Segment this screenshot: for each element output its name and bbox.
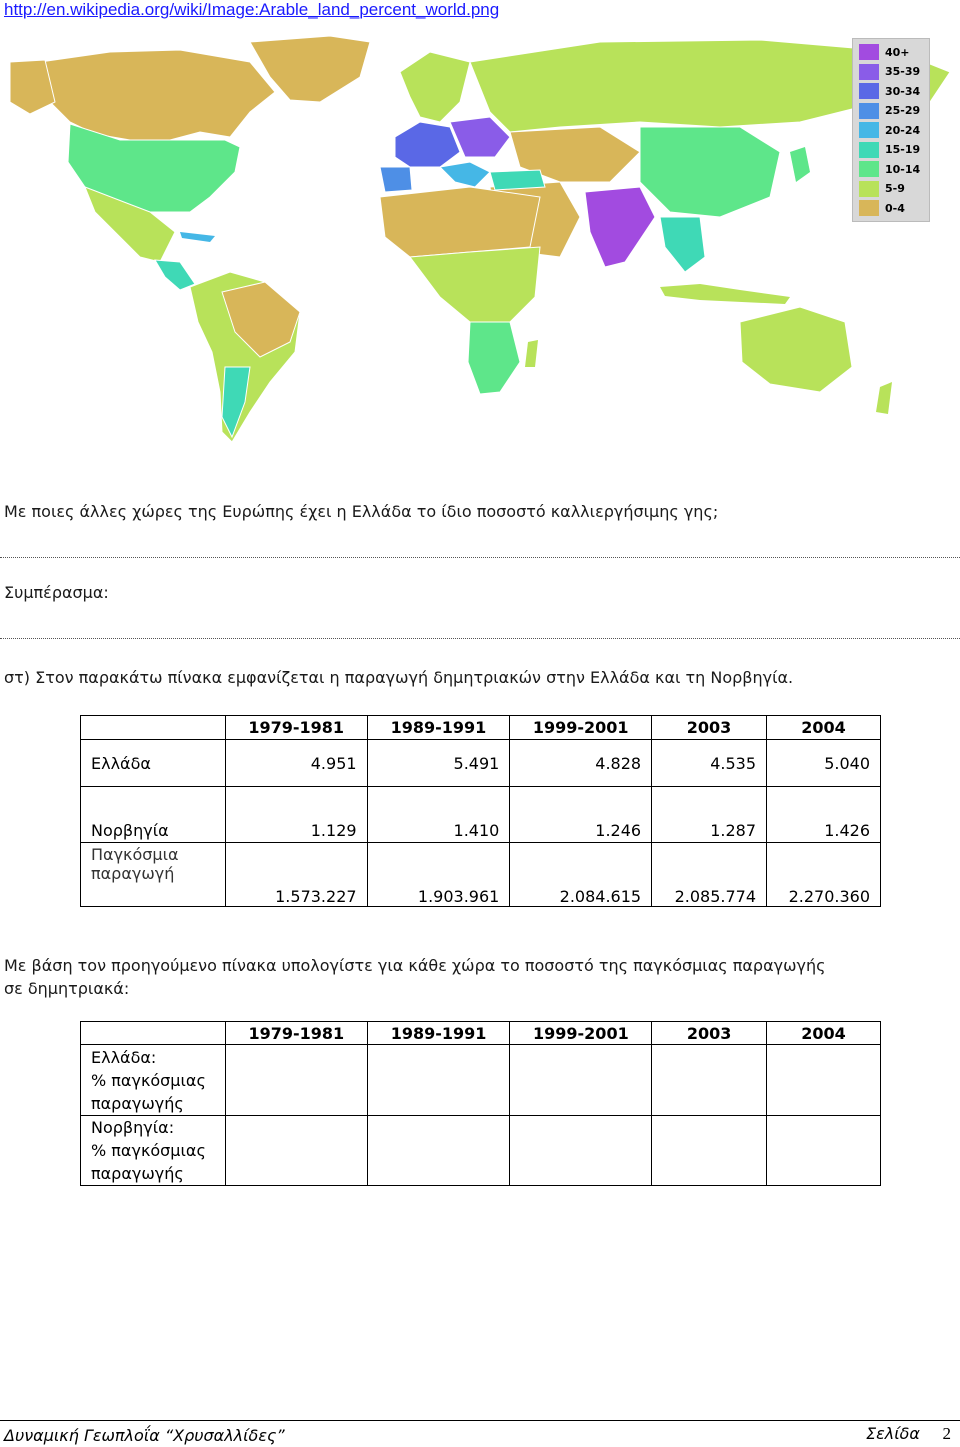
legend-swatch [859, 103, 879, 119]
table-cell: 1.129 [225, 787, 367, 843]
legend-label: 25-29 [885, 104, 921, 117]
legend-label: 30-34 [885, 84, 921, 98]
header-year: 2004 [767, 1022, 881, 1045]
header-year: 2003 [652, 716, 767, 740]
table-row-norway [81, 787, 881, 843]
footer-title: Δυναμική Γεωπλοΐα “Χρυσαλλίδες” [4, 1426, 285, 1445]
legend-item [859, 121, 920, 139]
row-label [81, 1045, 226, 1116]
row-label-line: % παγκόσμιας [91, 1141, 206, 1160]
row-label-line: παραγωγή [91, 864, 175, 883]
header-year: 1989-1991 [367, 1022, 510, 1045]
answer-cell[interactable] [225, 1045, 367, 1116]
legend-swatch [859, 122, 879, 138]
table-cell: 4.828 [510, 740, 652, 787]
legend-swatch [859, 83, 879, 99]
legend-item [859, 43, 910, 61]
table-cell: 1.287 [652, 787, 767, 843]
legend-label: 40+ [885, 45, 910, 59]
arable-land-world-map [0, 22, 960, 452]
answer-cell[interactable] [510, 1116, 652, 1186]
question-percentage-line-2: σε δημητριακά: [4, 979, 130, 998]
legend-label: 15-19 [885, 143, 921, 156]
scandinavia-shape [400, 52, 470, 122]
table-cell: 1.410 [367, 787, 510, 843]
cuba-shape [180, 232, 215, 242]
row-label [81, 1116, 226, 1186]
header-year: 2003 [652, 1022, 767, 1045]
row-label-line: παραγωγής [91, 1094, 184, 1113]
header-empty-cell [81, 716, 226, 740]
table-cell: 4.535 [652, 740, 767, 787]
turkey-shape [490, 170, 545, 190]
answer-line-2 [0, 638, 960, 639]
western-europe-shape [395, 122, 460, 167]
row-label-line: Παγκόσμια [91, 845, 179, 864]
row-label-line: % παγκόσμιας [91, 1071, 206, 1090]
legend-label: 10-14 [885, 162, 921, 176]
table-cell: 2.085.774 [652, 843, 767, 907]
legend-item [859, 63, 920, 81]
row-label-line: παραγωγής [91, 1164, 184, 1183]
footer-page [866, 1424, 951, 1444]
japan-shape [790, 147, 810, 182]
table-row-norway-percent [81, 1116, 881, 1186]
answer-cell[interactable] [652, 1045, 767, 1116]
answer-cell[interactable] [652, 1116, 767, 1186]
legend-label: 20-24 [885, 123, 921, 137]
iberia-shape [380, 167, 412, 192]
cereal-production-table [80, 715, 881, 907]
percentage-answer-table [80, 1021, 881, 1186]
legend-swatch [859, 181, 879, 197]
footer-page-number: 2 [942, 1424, 951, 1443]
question-same-percentage: Με ποιες άλλες χώρες της Ευρώπης έχει η Ελλάδα το ίδιο ποσοστό καλλιεργήσιμης γης; [4, 502, 719, 521]
answer-cell[interactable] [367, 1116, 510, 1186]
legend-label: 5-9 [885, 182, 905, 195]
row-label: Νορβηγία [81, 787, 226, 843]
indonesia-shape [660, 284, 790, 304]
header-year: 1989-1991 [367, 716, 510, 740]
legend-label: 35-39 [885, 65, 921, 78]
answer-cell[interactable] [767, 1116, 881, 1186]
legend-item [859, 141, 920, 159]
header-year: 1979-1981 [225, 1022, 367, 1045]
china-shape [640, 127, 780, 217]
table-row-world [81, 843, 881, 907]
row-label: Ελλάδα [81, 740, 226, 787]
conclusion-label: Συμπέρασμα: [4, 583, 109, 602]
legend-item [859, 199, 905, 217]
source-link[interactable]: http://en.wikipedia.org/wiki/Image:Arable_land_percent_world.png [4, 0, 500, 19]
answer-line-1 [0, 557, 960, 558]
new-zealand-shape [876, 382, 892, 414]
footer-page-word: Σελίδα [866, 1424, 920, 1443]
table-cell: 5.040 [767, 740, 881, 787]
section-st-intro: στ) Στον παρακάτω πίνακα εμφανίζεται η παραγωγή δημητριακών στην Ελλάδα και τη Νορβηγία. [4, 668, 794, 687]
table-cell: 5.491 [367, 740, 510, 787]
africa-central-shape [410, 247, 540, 322]
table-row-greece-percent [81, 1045, 881, 1116]
legend-item [859, 102, 920, 120]
legend-swatch [859, 200, 879, 216]
southeast-asia-shape [660, 217, 705, 272]
table-cell: 1.903.961 [367, 843, 510, 907]
header-year: 1999-2001 [510, 1022, 652, 1045]
row-label [81, 843, 226, 907]
madagascar-shape [525, 340, 538, 367]
answer-cell[interactable] [510, 1045, 652, 1116]
answer-cell[interactable] [767, 1045, 881, 1116]
table-cell: 1.573.227 [225, 843, 367, 907]
central-america-shape [155, 260, 195, 290]
legend-label: 0-4 [885, 201, 905, 215]
question-percentage-line-1: Με βάση τον προηγούμενο πίνακα υπολογίστε για κάθε χώρα το ποσοστό της παγκόσμιας παραγωγής [4, 956, 826, 975]
table-cell: 2.084.615 [510, 843, 652, 907]
table-row-greece [81, 740, 881, 787]
table-cell: 1.426 [767, 787, 881, 843]
row-label-line: Ελλάδα: [91, 1048, 157, 1067]
australia-shape [740, 307, 852, 392]
table-cell: 4.951 [225, 740, 367, 787]
footer-rule [0, 1420, 960, 1421]
legend-item [859, 180, 905, 198]
legend-swatch [859, 64, 879, 80]
table-header-row [81, 1022, 881, 1045]
africa-north-shape [380, 187, 540, 257]
header-empty-cell [81, 1022, 226, 1045]
table-cell: 1.246 [510, 787, 652, 843]
legend-swatch [859, 142, 879, 158]
map-legend [852, 38, 930, 222]
legend-swatch [859, 161, 879, 177]
world-map-svg [0, 22, 960, 452]
header-year: 2004 [767, 716, 881, 740]
header-year: 1999-2001 [510, 716, 652, 740]
row-label-line: Νορβηγία: [91, 1118, 175, 1137]
header-year: 1979-1981 [225, 716, 367, 740]
italy-greece-shape [440, 162, 490, 187]
africa-south-shape [468, 322, 520, 394]
legend-swatch [859, 44, 879, 60]
legend-item [859, 82, 920, 100]
answer-cell[interactable] [367, 1045, 510, 1116]
answer-cell[interactable] [225, 1116, 367, 1186]
table-cell: 2.270.360 [767, 843, 881, 907]
legend-item [859, 160, 920, 178]
india-shape [585, 187, 655, 267]
table-header-row [81, 716, 881, 740]
